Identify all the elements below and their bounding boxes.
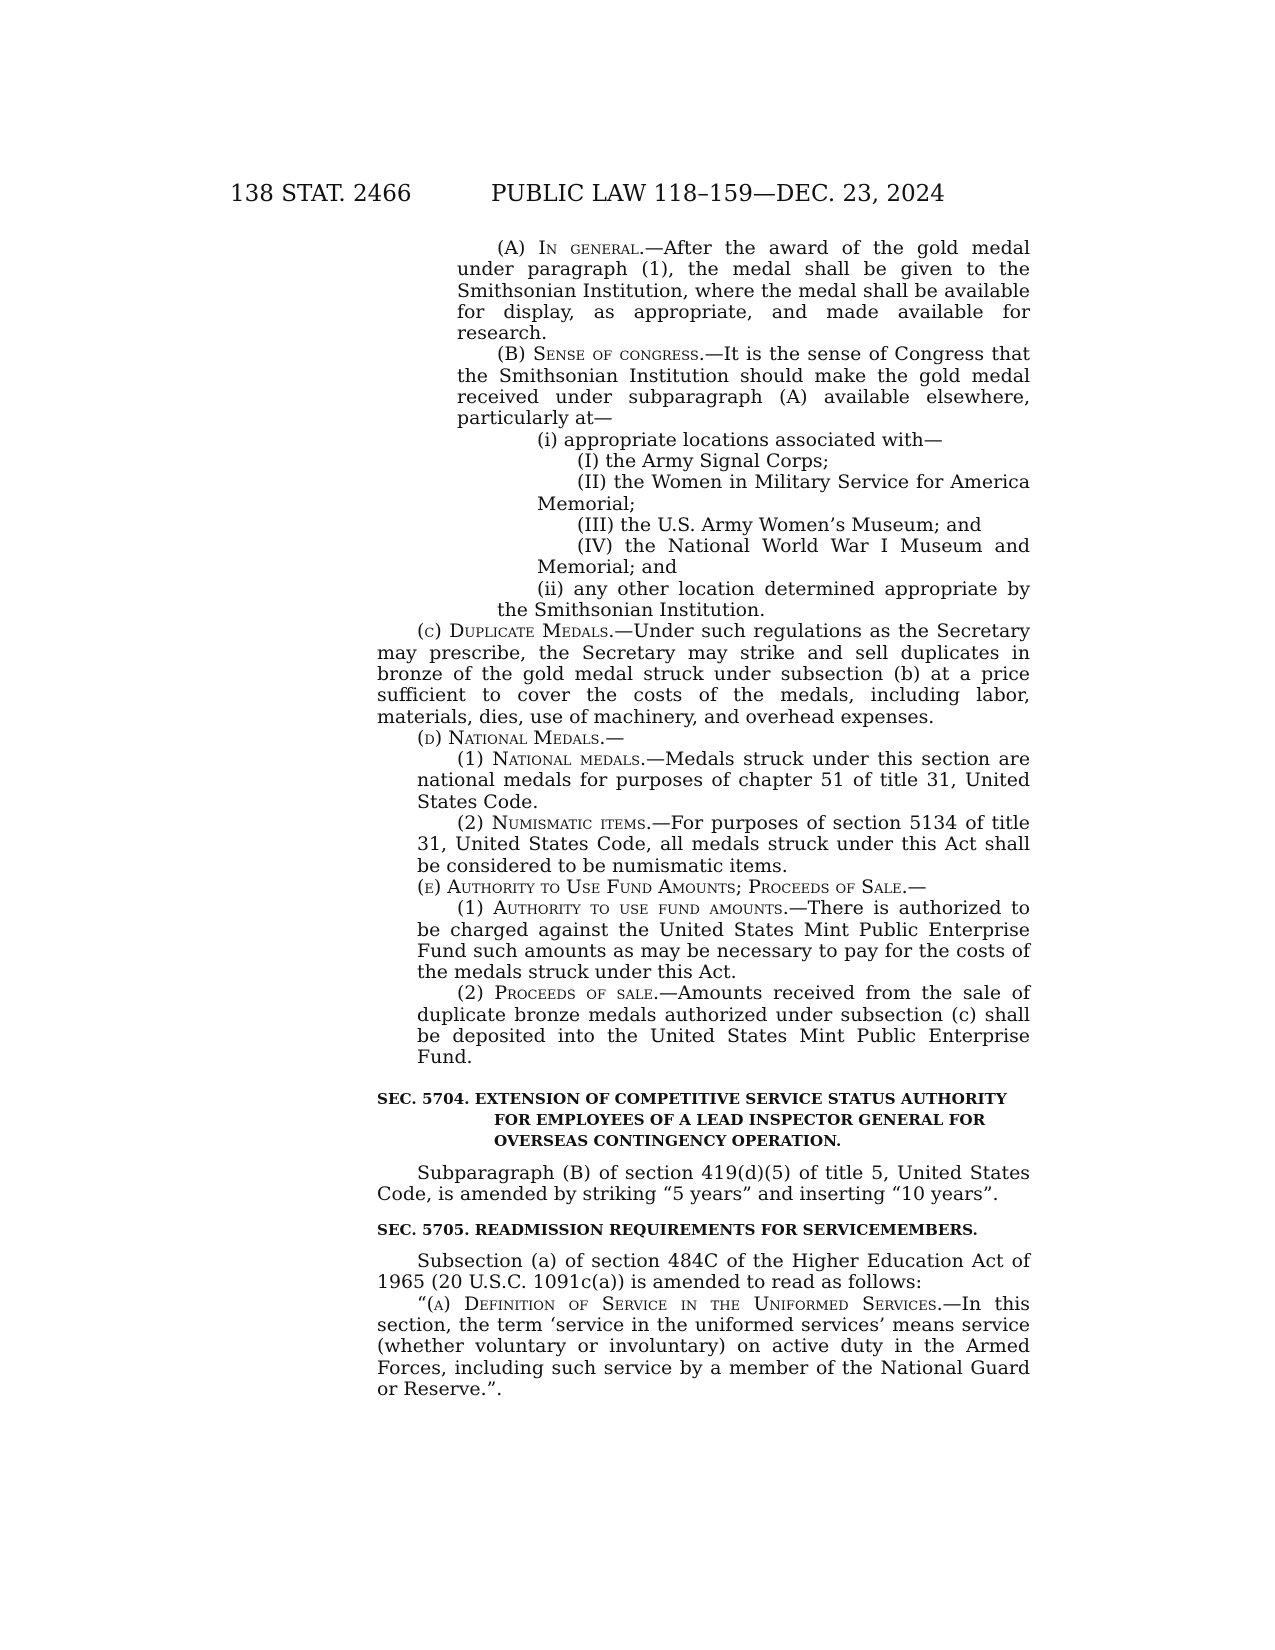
paragraph-heading: “(a) Definition of Service in the Uniformed Services.: [417, 1292, 943, 1315]
paragraph-heading: (e) Authority to Use Fund Amounts; Proceeds of Sale.: [417, 875, 908, 898]
paragraph-text: —Medals struck under this section are national medals for purposes of chapter 51 of title 31, United States Code.: [417, 748, 1030, 813]
paragraph-heading: (d) National Medals.: [417, 726, 606, 749]
paragraph-heading: (A) In general.: [497, 237, 645, 259]
section-5705-text: Subsection (a) of section 484C of the Higher Education Act of 1965 (20 U.S.C. 1091c(a)) is amended to read as follows:: [377, 1250, 1030, 1294]
section-5704-text: Subparagraph (B) of section 419(d)(5) of title 5, United States Code, is amended by striking “5 years” and inserting “10 years”.: [377, 1161, 1030, 1205]
paragraph-text: —After the award of the gold medal under paragraph (1), the medal shall be given to the Smithsonian Institution, where the medal shall be available for display, as appropriate, and made available for research.: [457, 237, 1030, 345]
paragraph-heading: (2) Proceeds of sale.: [457, 982, 659, 1005]
paragraph-text: —: [605, 726, 625, 749]
subclause-I-signal-corps: (I) the Army Signal Corps;: [577, 449, 829, 472]
paragraph-e2-proceeds-of-sale: [377, 983, 1030, 1068]
paragraph-text: —: [907, 875, 927, 898]
paragraph-text: —Amounts received from the sale of duplicate bronze medals authorized under subsection (c) shall be deposited into the United States Mint Public Enterprise Fund.: [417, 982, 1030, 1069]
document-body: [377, 238, 1030, 1400]
subsection-c-duplicate-medals: [377, 621, 1030, 727]
paragraph-text: —In this section, the term ‘service in the uniformed services’ means service (whether voluntary or involuntary) on active duty in the Armed Forces, including such service by a member of the National Guard or Reserve.”.: [377, 1292, 1030, 1400]
section-5705-quoted-definition: [377, 1294, 1030, 1400]
paragraph-b-sense-of-congress: [377, 344, 1030, 429]
subclause-II-women-memorial: (II) the Women in Military Service for America Memorial;: [537, 471, 1030, 515]
section-5705-heading: SEC. 5705. READMISSION REQUIREMENTS FOR SERVICEMEMBERS.: [377, 1221, 978, 1240]
section-5704-heading: SEC. 5704. EXTENSION OF COMPETITIVE SERVICE STATUS AUTHORITY FOR EMPLOYEES OF A LEAD INSPECTOR GENERAL FOR OVERSEAS CONTINGENCY OPERATION.: [377, 1089, 1007, 1150]
paragraph-text: —There is authorized to be charged against the United States Mint Public Enterprise Fund such amounts as may be necessary to pay for the costs of the medals struck under this Act.: [417, 897, 1030, 984]
paragraph-d2-numismatic-items: [377, 813, 1030, 877]
paragraph-d1-national-medals: [377, 749, 1030, 813]
paragraph-text: —Under such regulations as the Secretary may prescribe, the Secretary may strike and sell duplicates in bronze of the gold medal struck under subsection (b) at a price sufficient to cover the costs of the medals, including labor, materials, dies, use of machinery, and overhead expenses.: [377, 620, 1030, 728]
page-title: PUBLIC LAW 118–159—DEC. 23, 2024: [491, 181, 945, 207]
clause-i-locations: (i) appropriate locations associated with—: [537, 428, 943, 451]
subclause-IV-wwi-museum: (IV) the National World War I Museum and Memorial; and: [537, 535, 1030, 579]
paragraph-a-in-general: [377, 238, 1030, 344]
paragraph-heading: (2) Numismatic items.: [457, 812, 652, 835]
paragraph-heading: (B) Sense of congress.: [497, 343, 705, 366]
paragraph-heading: (1) Authority to use fund amounts.: [457, 897, 789, 920]
paragraph-heading: (c) Duplicate Medals.: [417, 620, 615, 643]
subsection-e-authority: [377, 877, 1030, 898]
paragraph-e1-fund-amounts: [377, 898, 1030, 983]
subsection-d-national-medals: [377, 728, 1030, 749]
subclause-III-womens-museum: (III) the U.S. Army Women’s Museum; and: [577, 513, 982, 536]
clause-ii-other-location: (ii) any other location determined appropriate by the Smithsonian Institution.: [497, 577, 1030, 622]
paragraph-text: —It is the sense of Congress that the Smithsonian Institution should make the gold medal received under subparagraph (A) available elsewhere, particularly at—: [457, 343, 1030, 430]
paragraph-heading: (1) National medals.: [457, 748, 647, 771]
stat-citation: 138 STAT. 2466: [230, 181, 412, 207]
paragraph-text: —For purposes of section 5134 of title 31, United States Code, all medals struck under this Act shall be considered to be numismatic items.: [417, 812, 1030, 877]
